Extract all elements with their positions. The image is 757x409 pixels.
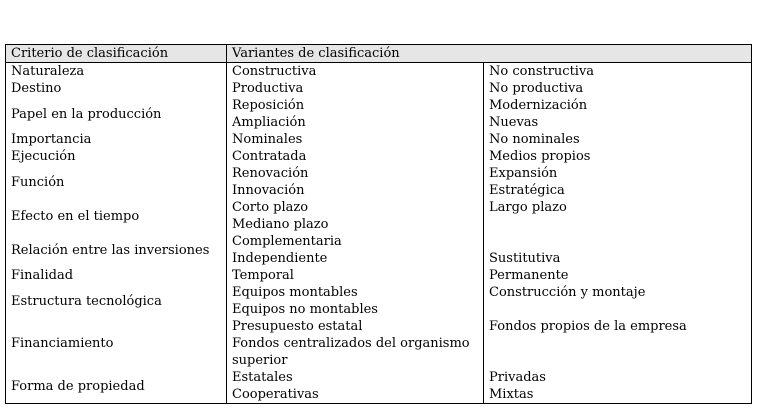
- variant-cell-primary: [227, 63, 484, 81]
- variant-cell-alternate: [484, 165, 752, 199]
- table-row: [6, 199, 752, 233]
- variant-line: Productiva: [232, 81, 304, 96]
- table-body: [6, 63, 752, 404]
- variant-line: Cooperativas: [232, 387, 319, 402]
- header-criterion: Criterio de clasificación: [6, 45, 227, 63]
- variant-cell-alternate: [484, 63, 752, 81]
- criterion-cell: Efecto en el tiempo: [6, 199, 227, 233]
- variant-line: Contratada: [232, 149, 307, 164]
- criterion-cell: Finalidad: [6, 267, 227, 284]
- variant-line: Reposición: [232, 98, 305, 113]
- criterion-cell: Ejecución: [6, 148, 227, 165]
- variant-line: Nominales: [232, 132, 303, 147]
- variant-cell-alternate: [484, 318, 752, 369]
- variant-cell-primary: [227, 80, 484, 97]
- variant-line: Renovación: [232, 166, 309, 181]
- variant-line: Equipos montables: [232, 285, 358, 300]
- variant-line: Independiente: [232, 251, 328, 266]
- classification-table: [5, 44, 752, 404]
- variant-line: superior: [232, 353, 288, 368]
- criterion-cell: Relación entre las inversiones: [6, 233, 227, 267]
- variant-line: Largo plazo: [489, 200, 567, 215]
- variant-line: No constructiva: [489, 64, 595, 79]
- criterion-cell: Importancia: [6, 131, 227, 148]
- variant-line: Expansión: [489, 166, 558, 181]
- variant-line: Equipos no montables: [232, 302, 378, 317]
- variant-cell-primary: [227, 131, 484, 148]
- variant-cell-alternate: [484, 80, 752, 97]
- variant-cell-alternate: [484, 284, 752, 318]
- variant-line: Modernización: [489, 98, 588, 113]
- variant-line: Innovación: [232, 183, 305, 198]
- table-row: [6, 233, 752, 267]
- table-row: [6, 131, 752, 148]
- criterion-cell: Destino: [6, 80, 227, 97]
- variant-cell-alternate: [484, 369, 752, 404]
- variant-line: Fondos centralizados del organismo: [232, 336, 470, 351]
- variant-cell-primary: [227, 318, 484, 369]
- variant-line: Construcción y montaje: [489, 285, 646, 300]
- variant-cell-alternate: [484, 97, 752, 131]
- variant-cell-alternate: [484, 199, 752, 233]
- table-row: [6, 148, 752, 165]
- variant-line: Presupuesto estatal: [232, 319, 363, 334]
- criterion-cell: Naturaleza: [6, 63, 227, 81]
- variant-cell-alternate: [484, 148, 752, 165]
- table-row: [6, 63, 752, 81]
- variant-line: Sustitutiva: [489, 251, 561, 266]
- variant-cell-primary: [227, 199, 484, 233]
- variant-line: Estatales: [232, 370, 293, 385]
- variant-line: Mixtas: [489, 387, 534, 402]
- variant-cell-primary: [227, 148, 484, 165]
- table-row: [6, 80, 752, 97]
- variant-line: Ampliación: [232, 115, 306, 130]
- variant-line: Nuevas: [489, 115, 539, 130]
- criterion-cell: Estructura tecnológica: [6, 284, 227, 318]
- variant-cell-alternate: [484, 267, 752, 284]
- variant-line: Mediano plazo: [232, 217, 329, 232]
- variant-line: [489, 233, 751, 250]
- table-row: [6, 369, 752, 404]
- header-variants: Variantes de clasificación: [227, 45, 752, 63]
- variant-cell-alternate: [484, 233, 752, 267]
- table-row: [6, 318, 752, 369]
- variant-line: Estratégica: [489, 183, 565, 198]
- table-row: [6, 165, 752, 199]
- variant-cell-primary: [227, 97, 484, 131]
- criterion-cell: Financiamiento: [6, 318, 227, 369]
- variant-line: No productiva: [489, 81, 584, 96]
- criterion-cell: Función: [6, 165, 227, 199]
- variant-cell-primary: [227, 369, 484, 404]
- variant-line: Permanente: [489, 268, 569, 283]
- variant-line: No nominales: [489, 132, 580, 147]
- variant-cell-primary: [227, 267, 484, 284]
- variant-line: Fondos propios de la empresa: [489, 319, 687, 334]
- variant-cell-primary: [227, 165, 484, 199]
- variant-line: Complementaria: [232, 234, 342, 249]
- table-row: [6, 97, 752, 131]
- variant-line: Privadas: [489, 370, 546, 385]
- variant-cell-primary: [227, 284, 484, 318]
- criterion-cell: Forma de propiedad: [6, 369, 227, 404]
- variant-cell-primary: [227, 233, 484, 267]
- variant-line: Corto plazo: [232, 200, 309, 215]
- variant-line: Constructiva: [232, 64, 317, 79]
- table-header: [6, 45, 752, 63]
- variant-cell-alternate: [484, 131, 752, 148]
- table-row: [6, 284, 752, 318]
- criterion-cell: Papel en la producción: [6, 97, 227, 131]
- variant-line: Temporal: [232, 268, 294, 283]
- table-row: [6, 267, 752, 284]
- variant-line: Medios propios: [489, 149, 591, 164]
